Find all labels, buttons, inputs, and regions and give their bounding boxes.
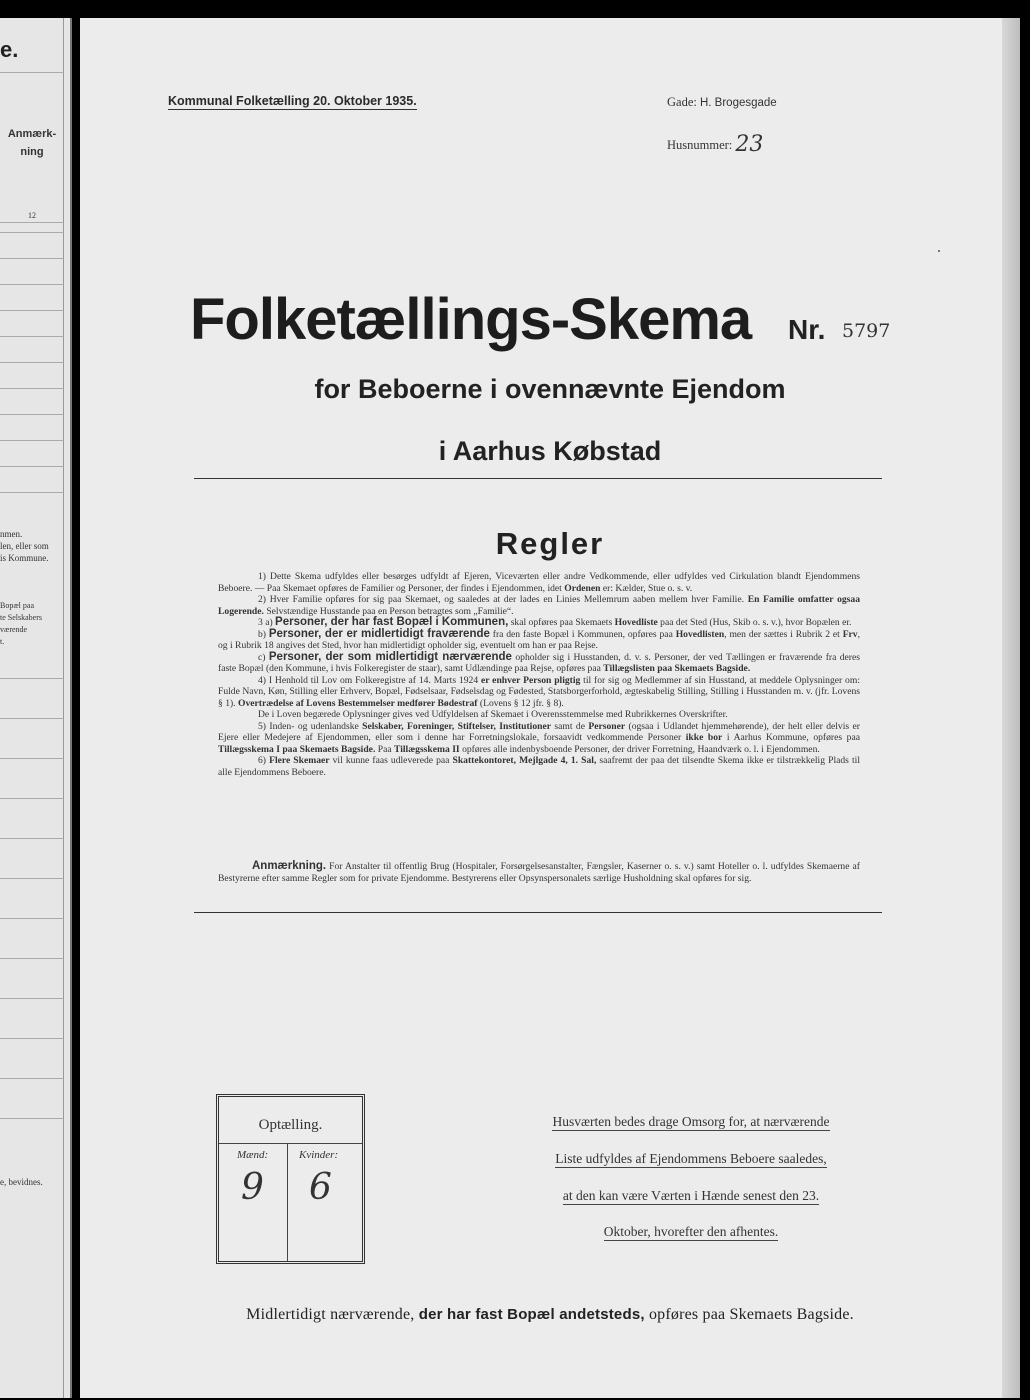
speck (938, 250, 940, 252)
divider (0, 718, 64, 719)
divider (0, 232, 64, 233)
left-text-fragment: len, eller som (0, 541, 49, 551)
remark-label: Anmærkning. (252, 860, 327, 872)
count-box (216, 1094, 365, 1264)
divider (0, 492, 64, 493)
rule-3b: b) Personer, der er midlertidigt fraværende fra den faste Bopæl i Kommunen, opføres paa Hovedlisten, men der sættes i Rubrik 2 et Frv, og i Rubrik 18 angives det Sted, hvor han midlertidigt opholder sig, eventuelt om han er paa Rejse. (218, 627, 861, 651)
form-subtitle: for Beboerne i ovennævnte Ejendom (314, 374, 786, 404)
left-text-fragment: nmen. (0, 529, 23, 539)
census-header: Kommunal Folketælling 20. Oktober 1935. (168, 94, 417, 108)
column-number: 12 (28, 211, 36, 220)
street-field (667, 95, 777, 110)
rule-3a: 3 a) Personer, der har fast Bopæl i Kommunen, skal opføres paa Skemaets Hovedliste paa det Sted (Hus, Skib o. s. v.), hvor Bopælen er. (258, 616, 852, 628)
left-text-fragment: is Kommune. (0, 553, 49, 563)
divider (0, 838, 64, 839)
rule-bottom (194, 912, 882, 913)
column-divider (63, 18, 64, 1398)
rule-1: 1) Dette Skema udfyldes eller besørges udfyldt af Ejeren, Viceværten eller andre Vedkommende, eller udfyldes ved Cirkulation blandt Ejendommens Beboere. — Paa Skemaet opføres de Familier og Personer, der findes i Ejendommen, idet Ordenen er: Kælder, Stue o. s. v. (218, 571, 860, 594)
divider (0, 284, 64, 285)
rule-5: 5) Inden- og udenlandske Selskaber, Foreninger, Stiftelser, Institutioner samt de Personer (ogsaa i Udlandet hjemmehørende), der helt eller delvis er Ejere eller Medejere af Ejendommen, eller som i denne har Forretningslokale, forsaavidt vedkommende Personer ikke bor i Aarhus Kommune, opføres paa Tillægsskema I paa Skemaets Bagside. Paa Tillægsskema II opføres alle indenbysboende Personer, der driver Forretning, Haandværk o. l. i Ejendommen. (218, 720, 860, 755)
form-number-label: Nr. (788, 314, 826, 345)
divider (0, 466, 64, 467)
column-header-line2: ning (20, 146, 44, 158)
divider (0, 336, 64, 337)
house-number-value: 23 (735, 132, 764, 157)
divider (0, 388, 64, 389)
left-text-fragment: t. (0, 637, 5, 646)
women-count: 6 (309, 1167, 332, 1208)
divider (0, 998, 64, 999)
form-title: Folketællings-Skema (190, 287, 752, 352)
remark-text (218, 861, 860, 884)
divider (0, 258, 64, 259)
divider (0, 878, 64, 879)
divider (219, 1143, 362, 1144)
divider (0, 414, 64, 415)
rules-text (218, 571, 860, 778)
divider (287, 1143, 288, 1261)
divider (0, 310, 64, 311)
rule-6: 6) Flere Skemaer vil kunne faas udleverede paa Skattekontoret, Mejlgade 4, 1. Sal, saafremt der paa det tilsendte Skema ikke er tilstrækkelig Plads til alle Ejendommens Beboere. (218, 755, 860, 778)
divider (0, 958, 64, 959)
page-edge (1002, 18, 1020, 1398)
divider (0, 918, 64, 919)
count-box-title: Optælling. (258, 1117, 323, 1133)
notice-line: Oktober, hvorefter den afhentes. (603, 1224, 779, 1239)
house-number-field (667, 130, 763, 155)
left-text-fragment: e, bevidnes. (0, 1177, 43, 1187)
column-header-line1: Anmærk- (7, 128, 57, 140)
notice-line: at den kan være Værten i Hænde senest den 23. (562, 1188, 820, 1203)
rule-2: 2) Hver Familie opføres for sig paa Skemaet, og saaledes at der lades en Linies Mellemrum aaben mellem hver Familie. En Familie omfatter ogsaa Logerende. Selvstændige Husstande paa en Person betragtes som „Familie“. (218, 594, 860, 617)
street-label: Gade: (667, 95, 697, 109)
left-text-fragment: værende (0, 625, 28, 634)
divider (0, 678, 64, 679)
left-page-fragment (0, 18, 72, 1398)
divider (0, 1118, 64, 1119)
divider (0, 798, 64, 799)
left-text-fragment: te Selskabers (0, 613, 42, 622)
form-number-value: 5797 (842, 320, 891, 342)
house-number-label: Husnummer: (667, 138, 733, 152)
divider (0, 222, 64, 223)
street-value: H. Brogesgade (699, 97, 777, 109)
divider (0, 1078, 64, 1079)
divider (0, 1038, 64, 1039)
divider (0, 72, 64, 73)
rule-top (194, 478, 882, 479)
divider (0, 362, 64, 363)
men-label: Mænd: (237, 1149, 269, 1161)
rule-3c: c) Personer, der som midlertidigt nærværende opholder sig i Husstanden, d. v. s. Personer, der ved Tællingen er fraværende fra deres faste Bopæl (den Kommune, i hvis Folkeregister de staar), samt Udlændinge paa Rejse, opføres paa Tillægslisten paa Skemaets Bagside. (218, 650, 860, 674)
form-subtitle-city: i Aarhus Købstad (438, 436, 662, 466)
left-page-title: e. (0, 37, 19, 62)
footer-note: Midlertidigt nærværende, der har fast Bopæl andetsteds, opføres paa Skemaets Bagside. (246, 1306, 854, 1323)
remark-body: For Anstalter til offentlig Brug (Hospitaler, Forsørgelsesanstalter, Fængsler, Kaserner o. s. v.) samt Hoteller o. l. udfyldes Skemaerne af Bestyrerne efter samme Regler som for private Ejendomme. Bestyrerens eller Opsynspersonalets særlige Husholdning skal opføres for sig. (218, 861, 860, 884)
left-text-fragment: Bopæl paa (0, 601, 34, 610)
divider (0, 758, 64, 759)
rule-4-note: De i Loven begærede Oplysninger gives ved Udfyldelsen af Skemaet i Overensstemmelse med Rubrikkernes Overskrifter. (258, 709, 728, 720)
rule-4: 4) I Henhold til Lov om Folkeregistre af 14. Marts 1924 er enhver Person pligtig til for sig og Medlemmer af sin Husstand, at meddele Oplysninger om: Fulde Navn, Køn, Stilling eller Erhverv, Bopæl, Fødselsaar, Fødselsdag og Fødested, Statsborgerforhold, ægteskabelig Stilling, Stilling i Husstanden m. v. (jfr. Lovens § 1). Overtrædelse af Lovens Bestemmelser medfører Bødestraf (Lovens § 12 jfr. § 8). (218, 674, 860, 709)
census-form-page (80, 18, 1020, 1398)
men-count: 9 (241, 1167, 264, 1208)
notice-line: Liste udfyldes af Ejendommens Beboere saaledes, (555, 1151, 827, 1166)
rules-heading: Regler (495, 526, 605, 561)
notice-line: Husværten bedes drage Omsorg for, at nærværende (552, 1114, 830, 1129)
women-label: Kvinder: (299, 1149, 339, 1161)
divider (0, 440, 64, 441)
